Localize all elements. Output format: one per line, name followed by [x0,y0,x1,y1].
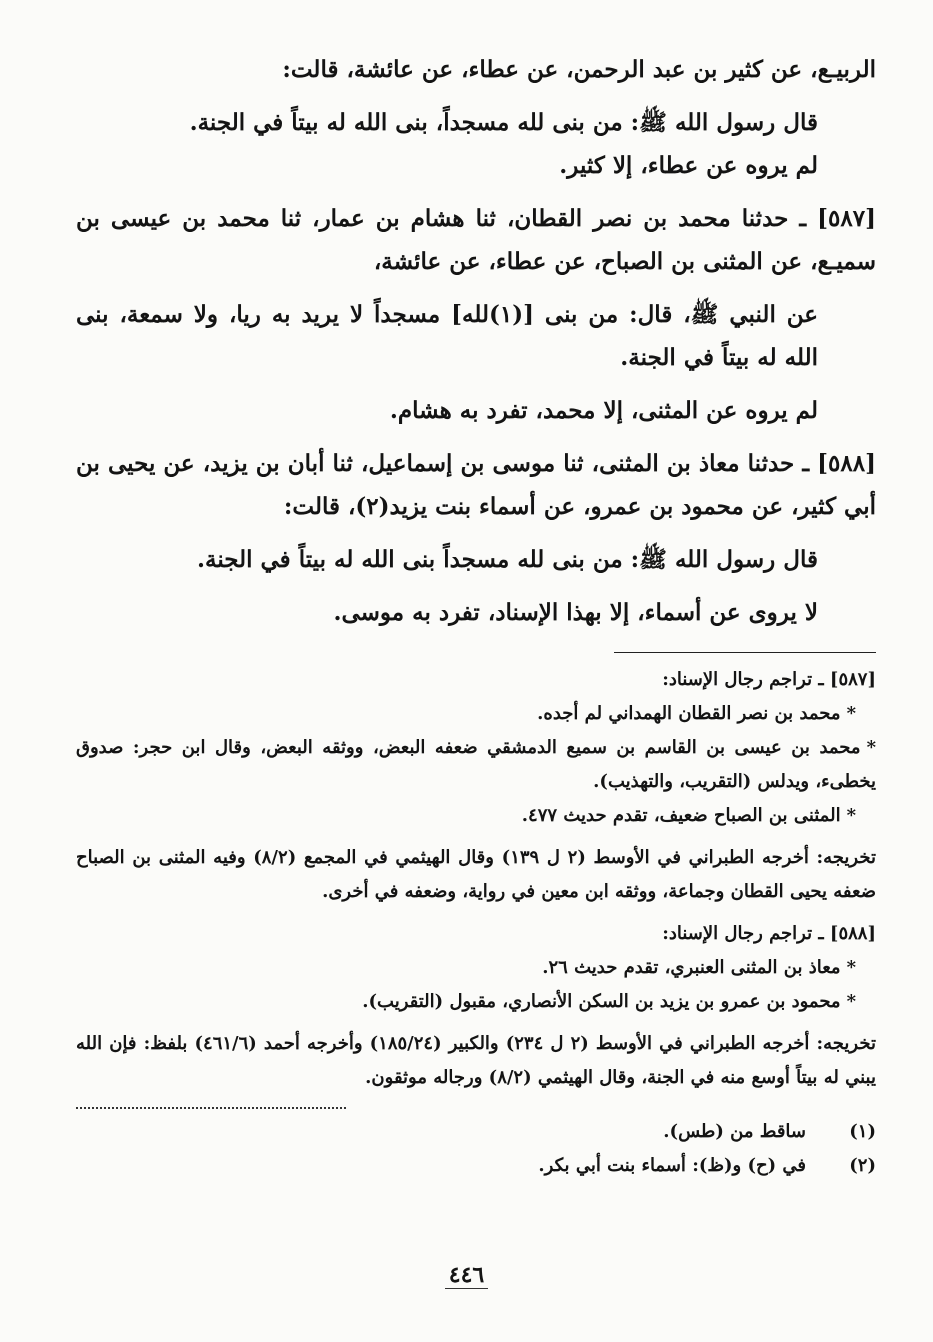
notes-heading-588: [٥٨٨] ـ تراجم رجال الإسناد: [662,923,876,944]
note-item: *معاذ بن المثنى العنبري، تقدم حديث ٢٦. [542,957,856,978]
note-item: *محمد بن عيسى بن القاسم بن سميع الدمشقي ضعفه البعض، ووثقه البعض، وقال ابن حجر: صدوق يخطىء، ويدلس (التقريب، والتهذيب). [76,737,876,792]
footnote-number: (١) [849,1121,876,1142]
star-bullet: * [846,957,856,978]
star-bullet: * [846,805,856,826]
page-content [76,48,876,1183]
dotted-separator [76,1107,346,1109]
footnote-number: (٢) [849,1155,876,1176]
notes-heading-587: [٥٨٧] ـ تراجم رجال الإسناد: [662,669,876,690]
footnote [76,1149,876,1183]
note-item: *المثنى بن الصباح ضعيف، تقدم حديث ٤٧٧. [521,805,856,826]
star-bullet: * [866,737,876,758]
paragraph: لم يروه عن المثنى، إلا محمد، تفرد به هشام. [389,397,818,424]
paragraph: لم يروه عن عطاء، إلا كثير. [559,152,818,179]
page-number: ٤٤٦ [0,1262,933,1288]
takhrij-588: تخريجه: أخرجه الطبراني في الأوسط (٢ ل ٢٣٤) والكبير (١٨٥/٢٤) وأخرجه أحمد (٤٦١/٦) بلفظ: فإن الله يبني له بيتاً أوسع منه في الجنة، وقال الهيثمي (٨/٢) ورجاله موثقون. [76,1033,876,1088]
star-bullet: * [846,703,856,724]
hadith-588: [٥٨٨] ـ حدثنا معاذ بن المثنى، ثنا موسى بن إسماعيل، ثنا أبان بن يزيد، عن يحيى بن أبي كثير، عن محمود بن عمرو، عن أسماء بنت يزيد(٢)، قالت: [76,450,876,520]
paragraph: لا يروى عن أسماء، إلا بهذا الإسناد، تفرد به موسى. [333,599,818,626]
paragraph: قال رسول الله ﷺ: من بنى لله مسجداً، بنى الله له بيتاً في الجنة. [189,109,818,136]
note-item: *محمود بن عمرو بن يزيد بن السكن الأنصاري، مقبول (التقريب). [362,991,856,1012]
separator-line [614,652,876,653]
footnote-text: ساقط من (طس). [663,1121,806,1142]
footnote-text: في (ح) و(ظ): أسماء بنت أبي بكر. [538,1155,806,1176]
footnote [76,1115,876,1149]
paragraph: قال رسول الله ﷺ: من بنى لله مسجداً بنى الله له بيتاً في الجنة. [196,546,818,573]
paragraph: عن النبي ﷺ، قال: من بنى [(١)لله] مسجداً لا يريد به ريا، ولا سمعة، بنى الله له بيتاً في الجنة. [76,301,818,371]
notes-section [76,663,876,1095]
note-item: *محمد بن نصر القطان الهمداني لم أجده. [537,703,856,724]
main-text [76,48,876,634]
star-bullet: * [846,991,856,1012]
paragraph: الربيـع، عن كثير بن عبد الرحمن، عن عطاء، عن عائشة، قالت: [282,56,876,83]
takhrij-587: تخريجه: أخرجه الطبراني في الأوسط (٢ ل ١٣٩) وقال الهيثمي في المجمع (٨/٢) وفيه المثنى بن الصباح ضعفه يحيى القطان وجماعة، ووثقه ابن معين في رواية، وضعفه في أخرى. [76,847,876,902]
hadith-587: [٥٨٧] ـ حدثنا محمد بن نصر القطان، ثنا هشام بن عمار، ثنا محمد بن عيسى بن سميـع، عن المثنى بن الصباح، عن عطاء، عن عائشة، [76,205,876,275]
